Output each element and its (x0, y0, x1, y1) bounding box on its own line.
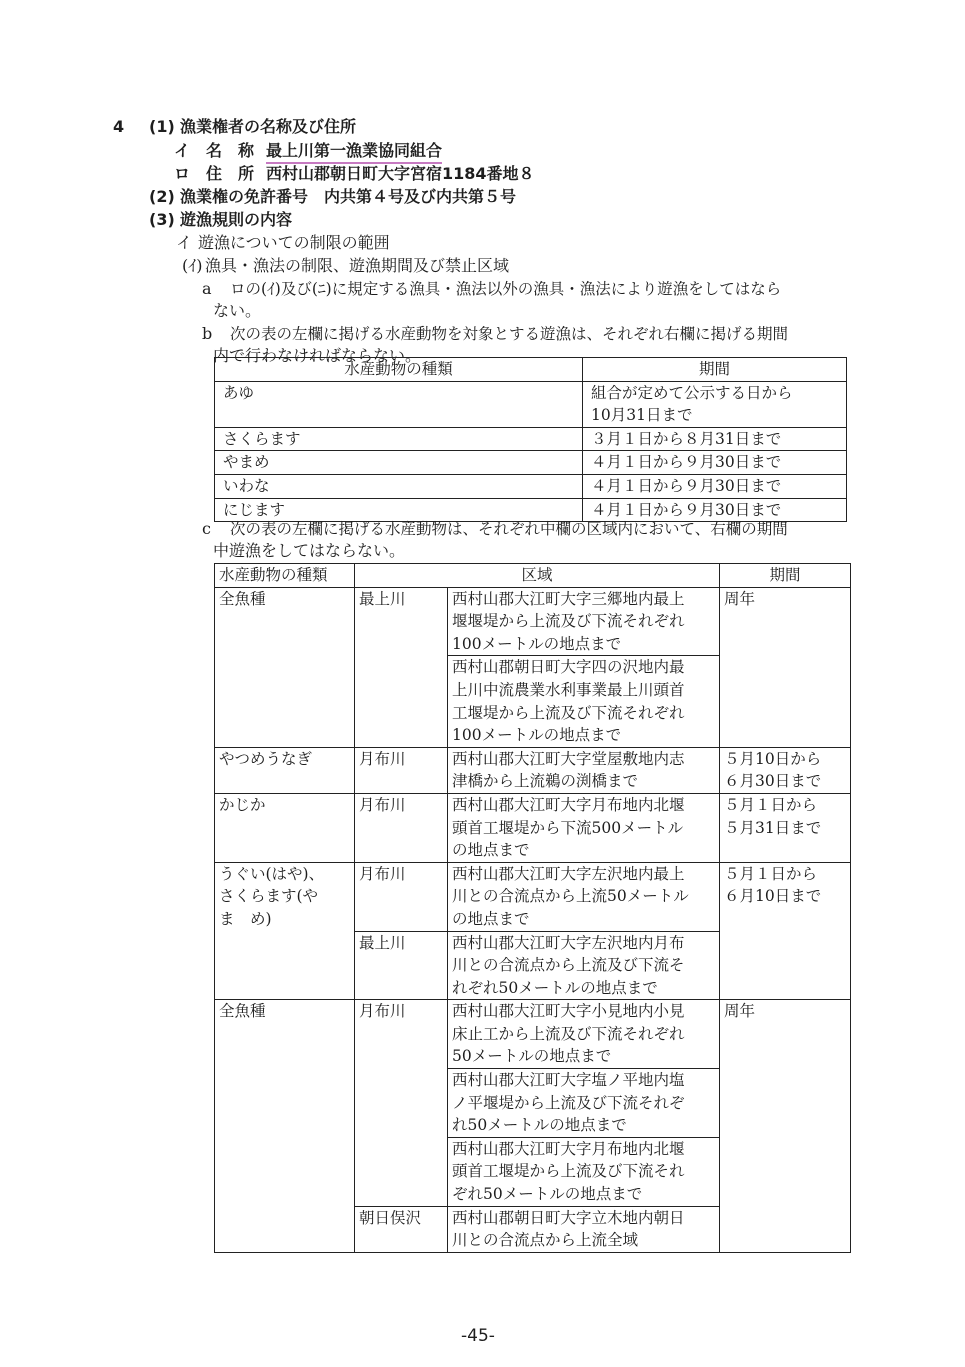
c-label: c (202, 519, 211, 538)
area-cell (448, 1137, 720, 1206)
table-row (215, 427, 847, 451)
table-header-row (215, 358, 847, 382)
a-label: a (202, 279, 212, 298)
period-cell: ４月１日から９月30日まで (583, 474, 847, 498)
area-line: 上川中流農業水利事業最上川頭首 (452, 680, 685, 699)
species-cell: いわな (215, 474, 583, 498)
period-line: 組合が定めて公示する日から (591, 383, 793, 402)
item3-label: (3) (149, 210, 175, 229)
period-line: ５月１日から (724, 864, 818, 883)
period-cell (720, 862, 851, 1000)
river-cell: 月布川 (355, 747, 448, 793)
address-value: 西村山郡朝日町大字宮宿1184番地８ (266, 164, 535, 183)
area-line: れ50メートルの地点まで (452, 1116, 627, 1135)
period-cell (720, 747, 851, 793)
period-line: ５月10日から (724, 749, 822, 768)
area-line: 西村山郡大江町大字小見地内小見 (452, 1002, 685, 1021)
area-line: 西村山郡大江町大字塩ノ平地内塩 (452, 1071, 685, 1090)
header-species: 水産動物の種類 (215, 358, 583, 382)
area-line: 西村山郡大江町大字月布地内北堰 (452, 795, 685, 814)
species-line: ま め) (219, 909, 272, 928)
area-line: 50メートルの地点まで (452, 1047, 612, 1066)
header-area: 区域 (355, 564, 720, 588)
area-cell (448, 862, 720, 931)
river-cell: 月布川 (355, 793, 448, 862)
c-paragraph-line2: 中遊漁をしてはならない。 (213, 541, 406, 560)
species-cell: 全魚種 (215, 587, 355, 747)
species-cell: かじか (215, 793, 355, 862)
river-cell: 月布川 (355, 1000, 448, 1206)
area-line: 西村山郡大江町大字月布地内北堰 (452, 1139, 685, 1158)
area-cell (448, 793, 720, 862)
header-species: 水産動物の種類 (215, 564, 355, 588)
area-line: 西村山郡大江町大字三郷地内最上 (452, 589, 685, 608)
period-cell: ４月１日から９月30日まで (583, 451, 847, 475)
area-cell (448, 931, 720, 1000)
area-line: 津橋から上流鵜の渕橋まで (452, 772, 639, 791)
fishing-period-table (214, 357, 847, 522)
item1-label: (1) (149, 117, 175, 136)
area-line: 西村山郡朝日町大字四の沢地内最 (452, 658, 685, 677)
header-period: 期間 (583, 358, 847, 382)
period-line: ６月30日まで (724, 772, 822, 791)
area-line: 西村山郡大江町大字堂屋敷地内志 (452, 749, 685, 768)
area-line: の地点まで (452, 909, 530, 928)
area-cell (448, 1069, 720, 1138)
period-line: ５月31日まで (724, 818, 822, 837)
method-heading: 漁具・漁法の制限、遊漁期間及び禁止区域 (205, 256, 510, 275)
area-cell (448, 656, 720, 747)
river-cell: 月布川 (355, 862, 448, 931)
area-cell (448, 1000, 720, 1069)
area-line: 西村山郡大江町大字左沢地内月布 (452, 933, 685, 952)
area-line: 床止工から上流及び下流それぞれ (452, 1024, 685, 1043)
area-line: の地点まで (452, 841, 530, 860)
species-cell: やつめうなぎ (215, 747, 355, 793)
area-line: 川との合流点から上流全域 (452, 1231, 639, 1250)
species-cell: やまめ (215, 451, 583, 475)
area-line: 頭首工堰堤から上流及び下流それ (452, 1162, 685, 1181)
area-line: 川との合流点から上流及び下流そ (452, 956, 685, 975)
period-cell: 周年 (720, 1000, 851, 1253)
area-line: 川との合流点から上流50メートル (452, 887, 689, 906)
area-line: れぞれ50メートルの地点まで (452, 978, 658, 997)
table-row (215, 747, 851, 793)
table-row (215, 793, 851, 862)
area-cell (448, 587, 720, 656)
river-cell: 最上川 (355, 931, 448, 1000)
area-line: 工堰堤から上流及び下流それぞれ (452, 703, 685, 722)
species-cell: にじます (215, 498, 583, 522)
period-line: ６月10日まで (724, 887, 822, 906)
species-line: うぐい(はや)、 (219, 864, 325, 883)
page-number: -45- (461, 1326, 495, 1346)
b-paragraph-line1: 次の表の左欄に掲げる水産動物を対象とする遊漁は、それぞれ右欄に掲げる期間 (230, 325, 789, 343)
species-cell (215, 862, 355, 1000)
area-line: 100メートルの地点まで (452, 726, 622, 745)
table-row (215, 587, 851, 656)
area-line: 西村山郡大江町大字左沢地内最上 (452, 864, 685, 883)
table-row (215, 381, 847, 427)
association-name: 最上川第一漁業協同組合 (266, 140, 442, 164)
table-row (215, 474, 847, 498)
restriction-heading: 遊漁についての制限の範囲 (198, 233, 390, 252)
species-cell: あゆ (215, 381, 583, 427)
item1-title: 漁業権者の名称及び住所 (180, 117, 357, 136)
table-row (215, 451, 847, 475)
period-cell: 周年 (720, 587, 851, 747)
b-paragraph-line2: 内で行わなければならない。 (213, 346, 422, 365)
i-label: イ (176, 233, 193, 252)
species-line: さくらます(や (219, 887, 319, 906)
area-line: 堰堰堤から上流及び下流それぞれ (452, 612, 685, 631)
prohibited-area-table (214, 563, 851, 1253)
area-line: 100メートルの地点まで (452, 634, 622, 653)
table-row (215, 862, 851, 931)
rules-heading: 遊漁規則の内容 (180, 210, 293, 229)
a-paragraph-line1: ロの(ｲ)及び(ﾆ)に規定する漁具・漁法以外の漁具・漁法により遊漁をしてはなら (230, 280, 782, 298)
period-line: 10月31日まで (591, 406, 693, 425)
area-cell (448, 1206, 720, 1252)
c-paragraph-line1: 次の表の左欄に掲げる水産動物は、それぞれ中欄の区域内において、右欄の期間 (230, 520, 788, 538)
sub-label: (ｲ) (182, 256, 203, 275)
area-cell (448, 747, 720, 793)
river-cell: 最上川 (355, 587, 448, 747)
license-number: 漁業権の免許番号 内共第４号及び内共第５号 (180, 187, 517, 206)
period-cell: ４月１日から９月30日まで (583, 498, 847, 522)
species-cell: 全魚種 (215, 1000, 355, 1253)
address-label: ロ 住 所 (174, 164, 255, 183)
period-line: ５月１日から (724, 795, 818, 814)
area-line: 西村山郡朝日町大字立木地内朝日 (452, 1208, 685, 1227)
species-cell: さくらます (215, 427, 583, 451)
period-cell (583, 381, 847, 427)
area-line: ノ平堰堤から上流及び下流それぞ (452, 1093, 685, 1112)
area-line: 頭首工堰堤から下流500メートル (452, 818, 684, 837)
period-cell (720, 793, 851, 862)
a-paragraph-line2: ない。 (213, 301, 262, 320)
area-line: ぞれ50メートルの地点まで (452, 1185, 643, 1204)
table-header-row (215, 564, 851, 588)
name-label: イ 名 称 (174, 141, 255, 160)
table-row (215, 1000, 851, 1069)
section-number: 4 (113, 117, 125, 136)
period-cell: ３月１日から８月31日まで (583, 427, 847, 451)
river-cell: 朝日俣沢 (355, 1206, 448, 1252)
item2-label: (2) (149, 187, 175, 206)
b-label: b (202, 324, 213, 343)
header-period: 期間 (720, 564, 851, 588)
